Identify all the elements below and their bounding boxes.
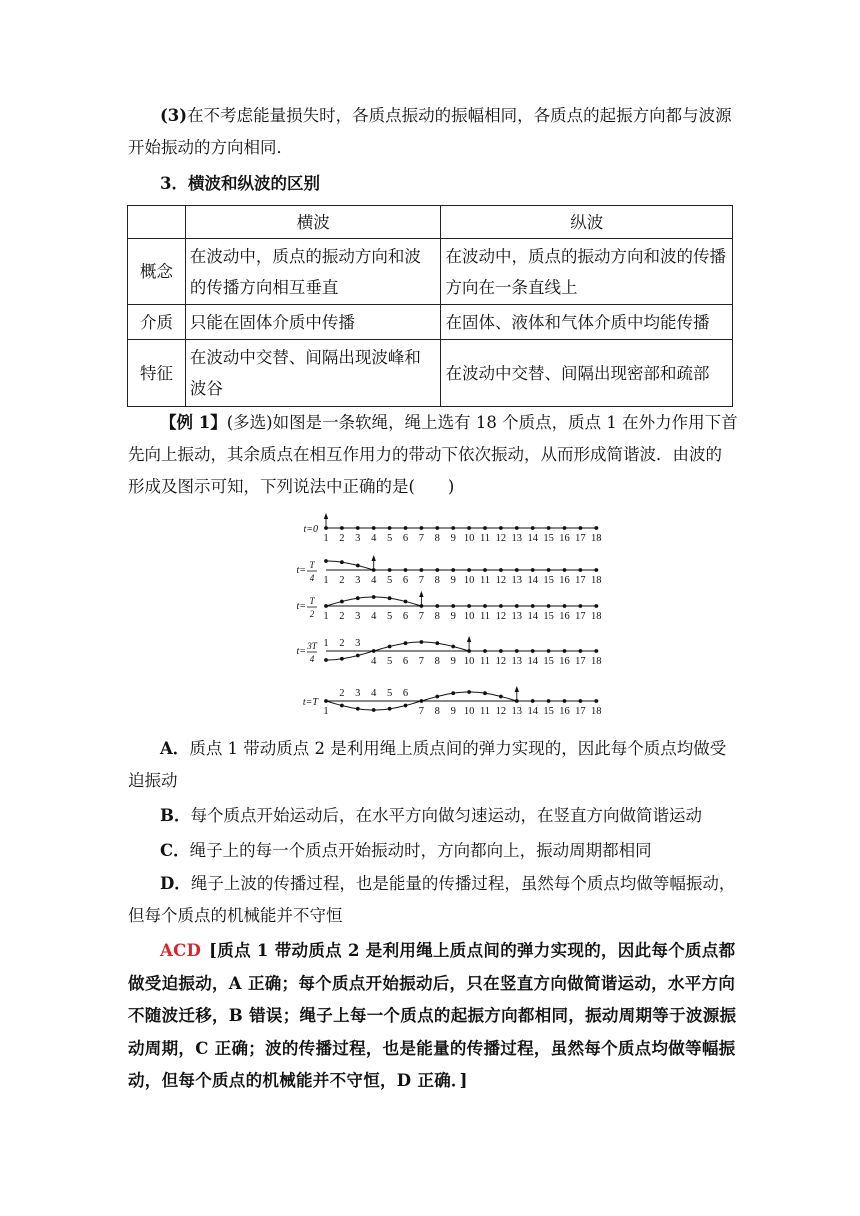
rope-point [467,690,471,694]
rope-point [451,691,455,695]
point-number: 8 [434,656,440,667]
rope-point [324,604,328,608]
rope-point [404,704,408,708]
table-row [128,305,733,340]
point-number: 5 [386,575,393,586]
point-number: 14 [527,611,538,622]
rope-point [515,568,519,572]
point-number: 4 [371,611,377,622]
point-number: 16 [559,575,570,586]
point-number: 4 [371,688,377,699]
point-number: 17 [575,611,586,622]
point-number: 4 [371,656,377,667]
point-number: 1 [323,611,329,622]
rope-point [563,699,567,703]
point-number: 6 [402,611,409,622]
rope-point [515,649,519,653]
rope-point [515,604,519,608]
wave-curve [326,561,374,570]
rope-point [483,604,487,608]
rope-point [594,568,598,572]
point-number: 1 [323,638,329,649]
point-number: 3 [355,611,361,622]
point-number: 7 [418,706,425,717]
rope-point [531,568,535,572]
point-number: 7 [418,533,425,544]
rope-point [563,526,567,530]
point-number: 14 [527,533,538,544]
rope-point [547,526,551,530]
answer-key: ACD [160,941,202,960]
point-number: 12 [495,611,507,622]
point-number: 9 [450,533,456,544]
rope-point [547,604,551,608]
point-number: 7 [418,575,425,586]
point-number: 18 [591,656,602,667]
section-title: 3．横波和纵波的区别 [160,174,320,193]
rope-point [404,600,408,604]
row-label: 概念 [128,239,186,305]
rope-point [563,649,567,653]
point-number: 10 [463,533,475,544]
rope-point [435,604,439,608]
point-number: 8 [434,575,440,586]
option-letter: C． [160,841,190,860]
point-number: 1 [323,706,329,717]
point-number: 16 [559,656,570,667]
point-number: 11 [479,656,491,667]
point-number: 6 [402,575,409,586]
rope-point [531,604,535,608]
point-number: 3 [355,533,361,544]
point-number: 17 [575,575,586,586]
rope-point [340,560,344,564]
point-number: 2 [339,638,345,649]
point-number: 15 [543,533,554,544]
point-number: 5 [386,688,393,699]
point-number: 12 [495,706,507,717]
example-text: (多选)如图是一条软绳，绳上选有 18 个质点，质点 1 在外力作用下首先向上振动，其余质点在相互作用力的带动下依次振动，从而形成简谐波．由波的形成及图示可知，下列说法中正确的是( ) [128,413,738,496]
point-number: 8 [434,533,440,544]
point-number: 3 [355,638,361,649]
arrow-head-icon [515,686,519,692]
rope-point [499,568,503,572]
rope-point [420,699,424,703]
point-number: 14 [527,575,538,586]
arrow-head-icon [467,636,471,642]
time-label-denominator: 4 [309,573,315,583]
answer-explanation [128,935,738,1098]
option-letter: B． [160,806,191,825]
point-number: 2 [339,611,345,622]
rope-point [579,699,583,703]
row-label: 介质 [128,305,186,340]
point-number: 17 [575,706,586,717]
rope-point [451,568,455,572]
point-number: 2 [339,533,345,544]
point-number: 15 [543,611,554,622]
point-number: 13 [511,656,523,667]
rope-point [435,695,439,699]
point-number: 9 [450,706,456,717]
point-number: 6 [402,656,409,667]
point-number: 2 [339,688,345,699]
intro-text: 在不考虑能量损失时，各质点振动的振幅相同，各质点的起振方向都与波源开始振动的方向相同． [128,106,732,157]
arrow-head-icon [419,591,423,597]
rope-point [594,604,598,608]
rope-point [499,526,503,530]
table-row [128,340,733,407]
rope-point [356,707,360,711]
option-d [128,868,738,932]
longitudinal-cell: 在波动中交替、间隔出现密部和疏部 [441,340,733,407]
transverse-cell: 在波动中，质点的振动方向和波的传播方向相互垂直 [185,239,441,305]
point-number: 1 [323,575,329,586]
point-number: 12 [495,656,507,667]
point-number: 13 [511,533,523,544]
option-letter: D． [160,874,191,893]
transverse-cell: 只能在固体介质中传播 [185,305,441,340]
point-number: 2 [339,575,345,586]
rope-point [340,657,344,661]
option-text: 绳子上的每一个质点开始振动时，方向都向上，振动周期都相同 [189,841,652,860]
rope-point [372,526,376,530]
point-number: 10 [463,656,475,667]
point-number: 9 [450,656,456,667]
point-number: 15 [543,656,554,667]
point-number: 15 [543,706,554,717]
point-number: 11 [479,575,491,586]
rope-point [451,645,455,649]
rope-point [483,526,487,530]
point-number: 4 [371,533,377,544]
rope-point [435,568,439,572]
rope-point [435,526,439,530]
rope-point [563,568,567,572]
point-number: 10 [463,706,475,717]
table-header-cell: 纵波 [441,206,733,239]
row-label: 特征 [128,340,186,407]
wave-figure [283,510,613,725]
rope-point [372,708,376,712]
table-header-cell [128,206,186,239]
point-number: 5 [386,533,393,544]
point-number: 7 [418,611,425,622]
point-number: 18 [591,706,602,717]
rope-point [388,568,392,572]
point-number: 7 [418,656,425,667]
rope-point [435,641,439,645]
rope-point [372,595,376,599]
rope-point [340,526,344,530]
point-number: 12 [495,575,507,586]
option-text: 绳子上波的传播过程，也是能量的传播过程，虽然每个质点均做等幅振动，但每个质点的机械能并不守恒 [128,874,736,925]
option-text: 每个质点开始运动后，在水平方向做匀速运动，在竖直方向做简谐运动 [190,806,702,825]
rope-point [356,564,360,568]
time-label-numerator: T [309,596,315,606]
rope-point [356,596,360,600]
rope-point [499,604,503,608]
time-label: t= [296,601,306,612]
rope-point [340,704,344,708]
rope-point [356,654,360,658]
point-number: 10 [463,611,475,622]
point-number: 4 [371,575,377,586]
rope-point [579,604,583,608]
point-number: 9 [450,611,456,622]
point-number: 16 [559,533,570,544]
point-number: 17 [575,656,586,667]
rope-point [467,526,471,530]
rope-point [579,649,583,653]
option-text: 质点 1 带动质点 2 是利用绳上质点间的弹力实现的，因此每个质点均做受迫振动 [128,739,727,790]
rope-point [404,641,408,645]
point-number: 14 [527,656,538,667]
answer-text: [质点 1 带动质点 2 是利用绳上质点间的弹力实现的，因此每个质点都做受迫振动，A 正确；每个质点开始振动后，只在竖直方向做简谐运动，水平方向不随波迁移，B 错误；绳子上每一个质点的起振方向都相同，振动周期等于波源振动周期，C 正确；波的传播过程，也是能量的传播过程，虽然每个质点均做等幅振动，但每个质点的机械能并不守恒，D 正确．] [128,941,737,1090]
rope-point [324,699,328,703]
example-paragraph [128,407,738,503]
rope-point [451,604,455,608]
rope-point [563,604,567,608]
time-label: t=0 [303,524,318,535]
point-number: 8 [434,611,440,622]
example-tag: 【例 1】 [160,413,227,432]
rope-point [420,640,424,644]
rope-point [579,568,583,572]
point-number: 8 [434,706,440,717]
intro-label: (3) [160,106,188,125]
rope-point [547,568,551,572]
rope-point [324,559,328,563]
rope-point [547,649,551,653]
rope-point [594,526,598,530]
rope-point [499,695,503,699]
point-number: 5 [386,611,393,622]
table-row [128,239,733,305]
comparison-table [127,205,733,407]
arrow-head-icon [372,555,376,561]
point-number: 6 [402,533,409,544]
longitudinal-cell: 在波动中，质点的振动方向和波的传播方向在一条直线上 [441,239,733,305]
time-label: t=T [302,697,318,708]
rope-point [499,649,503,653]
rope-point [515,526,519,530]
rope-point [356,526,360,530]
point-number: 15 [543,575,554,586]
option-c [128,835,738,867]
point-number: 11 [479,611,491,622]
time-label: t= [296,565,306,576]
time-label: t= [296,646,306,657]
option-b [128,800,738,832]
rope-point [340,600,344,604]
point-number: 12 [495,533,507,544]
rope-point [579,526,583,530]
time-label-numerator: T [309,560,315,570]
point-number: 16 [559,706,570,717]
table-header-cell: 横波 [185,206,441,239]
rope-point [594,649,598,653]
rope-point [483,691,487,695]
point-number: 10 [463,575,475,586]
longitudinal-cell: 在固体、液体和气体介质中均能传播 [441,305,733,340]
point-number: 13 [511,611,523,622]
rope-point [531,699,535,703]
point-number: 6 [402,688,409,699]
point-number: 9 [450,575,456,586]
option-letter: A． [160,739,190,758]
point-number: 13 [511,706,523,717]
point-number: 3 [355,575,361,586]
rope-point [483,649,487,653]
point-number: 11 [479,706,491,717]
rope-point [404,526,408,530]
time-label-numerator: 3T [307,641,317,651]
rope-point [324,658,328,662]
rope-point [388,707,392,711]
rope-point [420,568,424,572]
point-number: 16 [559,611,570,622]
point-number: 18 [591,611,602,622]
arrow-head-icon [324,513,328,519]
table-header-row [128,206,733,239]
point-number: 1 [323,533,329,544]
point-number: 18 [591,575,602,586]
point-number: 17 [575,533,586,544]
rope-point [372,649,376,653]
rope-point [483,568,487,572]
rope-point [388,526,392,530]
transverse-cell: 在波动中交替、间隔出现波峰和波谷 [185,340,441,407]
point-number: 14 [527,706,538,717]
rope-point [388,645,392,649]
rope-point [531,649,535,653]
point-number: 13 [511,575,523,586]
rope-point [594,699,598,703]
point-number: 5 [386,656,393,667]
point-number: 11 [479,533,491,544]
rope-point [388,596,392,600]
intro-paragraph [128,100,738,164]
rope-point [547,699,551,703]
rope-point [531,526,535,530]
rope-point [420,526,424,530]
rope-point [404,568,408,572]
time-label-denominator: 2 [309,609,315,619]
point-number: 18 [591,533,602,544]
rope-point [451,526,455,530]
rope-point [467,604,471,608]
point-number: 3 [355,688,361,699]
option-a [128,733,738,797]
time-label-denominator: 4 [309,654,315,664]
rope-point [467,568,471,572]
